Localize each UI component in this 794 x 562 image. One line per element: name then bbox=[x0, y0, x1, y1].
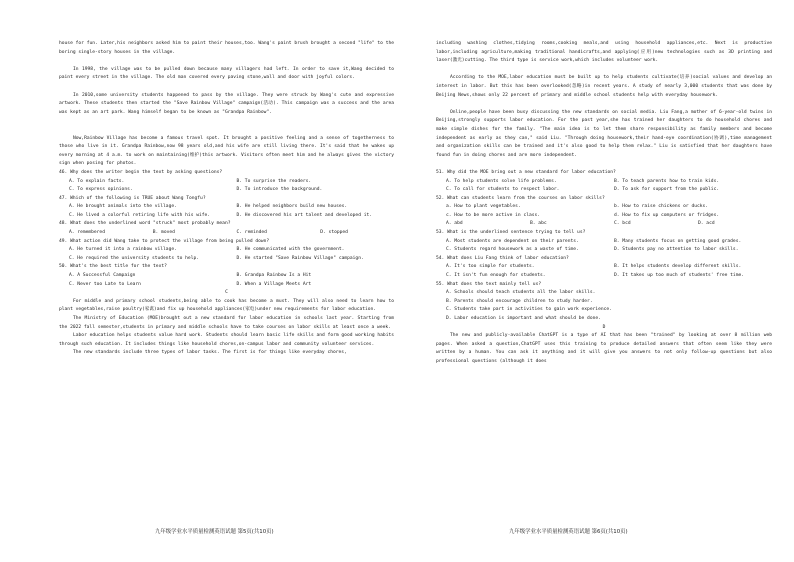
option: A. It's too simple for students. bbox=[446, 264, 535, 270]
option: D. He started "Save Rainbow Village" campaign. bbox=[236, 255, 364, 261]
option: A. He turned it into a rainbow village. bbox=[69, 247, 177, 253]
option: B. To teach parents how to train kids. bbox=[614, 178, 720, 184]
option: a. How to plant vegetables. bbox=[446, 204, 521, 210]
question-50: 50. What's the best title for the text? bbox=[59, 264, 167, 270]
question-53-options bbox=[436, 238, 772, 255]
question-55: 55. What does the text mainly tell us? bbox=[436, 281, 542, 287]
option: C. He lived a colorful retiring life with his wife. bbox=[69, 212, 211, 218]
option: A. To help students solve life problems. bbox=[446, 178, 557, 184]
question-47-options bbox=[59, 203, 394, 220]
option: B. He helped neighbors build new houses. bbox=[236, 204, 348, 210]
left-paragraph-2: In 1998, the village was to be pulled down because many villagers had left. In order to save it,Wang decided to paint every street in the village. The old man covered every paving stone,wall and door with joyful colors. bbox=[59, 66, 394, 81]
option: D. Labor education is important and what should be done. bbox=[446, 316, 601, 321]
option: D. It takes up too much of students' free time. bbox=[614, 273, 744, 279]
right-paragraph-1: including washing clothes,tidying rooms,cooking meals,and using household appliances,etc. Next is productive labor,including agriculture,making traditional handicrafts,and applying(应用)new technologies such as 3D printing and laser(激光)cutting. The third type is service work,which includes volunteer work. bbox=[436, 41, 772, 64]
option: A. He brought animals into the village. bbox=[69, 204, 177, 210]
question-48-options bbox=[59, 229, 394, 238]
question-46-options bbox=[59, 178, 394, 195]
option: C. It isn't fun enough for students. bbox=[446, 273, 546, 279]
option: B. abc bbox=[530, 221, 547, 227]
question-54-options bbox=[436, 263, 772, 280]
option: A. abd bbox=[446, 221, 463, 227]
question-47: 47. Which of the following is TRUE about Wang Tongfu? bbox=[59, 195, 206, 201]
question-51-options bbox=[436, 178, 772, 195]
left-paragraph-4: Now,Rainbow Village has become a famous travel spot. It brought a positive feeling and a sense of togetherness to those who live in it. Grandpa Rainbow,now 98 years old,and his wife are still living there. It's said that he wakes up every morning at 4 a.m. to work on maintaining(维护)this artwork. Visitors often meet him and he always gives the victory sign when posing for photos. bbox=[59, 135, 394, 167]
section-heading-c: C bbox=[225, 290, 228, 296]
section-heading-d: D bbox=[602, 324, 606, 330]
option: C. He required the university students to help. bbox=[69, 255, 199, 261]
option: C. Students regard housework as a waste of time. bbox=[446, 247, 579, 253]
option: C. To call for students to respect labor. bbox=[446, 187, 560, 193]
left-paragraph-8: The new standards include three types of labor tasks. The first is for things like everyday chores, bbox=[73, 350, 347, 356]
question-54: 54. What does Liu Fang think of labor education? bbox=[436, 255, 569, 261]
question-51: 51. Why did the MOE bring out a new standard for labor education? bbox=[436, 169, 616, 175]
right-paragraph-3: Online,people have been busy discussing the new standards on social media. Liu Fang,a mother of 6-year-old twins in Beijing,strongly supports labor education. For the past year,she has trained her daughters to do household chores and make simple dishes for the family. "The main idea is to let them share responsibility as family members and become independent as early as they can," said Liu. "Through doing housework,their hand-eye coordination(协调),time management and organization skills can be trained and it's also good to help them relax." Liu is satisfied that her daughters have found fun in doing chores and are more independent. bbox=[436, 109, 772, 158]
question-48: 48. What does the underlined word "struck" most probably mean? bbox=[59, 221, 231, 227]
option: C. To express opinions. bbox=[69, 187, 133, 193]
option: D. stopped bbox=[320, 230, 348, 236]
option: D. When a Village Meets Art bbox=[236, 281, 312, 287]
option: c. How to be more active in class. bbox=[446, 212, 541, 218]
option: b. How to raise chickens or ducks. bbox=[614, 204, 709, 210]
left-paragraph-3: In 2010,some university students happened to pass by the village. They were struck by Wang's cute and expressive artwork. These students then started the "Save Rainbow Village" campaign(活动). This campaign was a success and the area was kept as an art park. Wang himself began to be known as "Grandpa Rainbow". bbox=[59, 92, 394, 115]
option: D. To ask for support from the public. bbox=[614, 187, 720, 193]
option: A. Most students are dependent on their parents. bbox=[446, 238, 579, 244]
question-49: 49. What action did Wang take to protect the village from being pulled down? bbox=[59, 238, 270, 244]
page-footer-right: 九年级学业水平质量检测英语试题 第6页(共10页) bbox=[509, 529, 628, 535]
right-paragraph-4: The new and publicly-available ChatGPT is a type of AI that has been "trained" by looking at over 8 million web pages. When asked a question,ChatGPT uses this training to produce detailed answers that often seem like they were written by a human. You can ask it anything and it will give you answers to not only follow-up questions but also professional questions (although it does bbox=[436, 333, 772, 364]
left-paragraph-7: Labor education helps students value hard work. Students should learn basic life skills and form good working habits through such education. It includes things like household chores,on-campus labor and community volunteer services. bbox=[59, 333, 394, 347]
question-53: 53. What is the underlined sentence trying to tell us? bbox=[436, 230, 586, 236]
left-paragraph-1: house for fun. Later,his neighbors asked him to paint their houses,too. Wang's paint brush brought a second "life" to the boring single-story houses in the village. bbox=[59, 41, 394, 55]
left-paragraph-5: For middle and primary school students,being able to cook has become a must. They will also need to learn how to plant vegetables,raise poultry(家禽)and fix up household appliances(家电)under new requirements for labor education. bbox=[59, 298, 394, 313]
left-paragraph-6: The Ministry of Education (MOE)brought out a new standard for labor education in schools last year. Starting from the 2022 fall semester,students in primary and middle schools have to take courses on labor skills at least once a week. bbox=[59, 316, 394, 330]
option: B. Parents should encourage children to study harder. bbox=[446, 298, 593, 304]
option: B. It helps students develop different skills. bbox=[614, 264, 742, 270]
option: B. Grandpa Rainbow Is a Hit bbox=[236, 273, 312, 279]
option: B. He communicated with the government. bbox=[236, 247, 345, 253]
option: C. bcd bbox=[614, 221, 631, 227]
option: C. Students take part in activities to gain work experience. bbox=[446, 307, 612, 313]
right-column bbox=[436, 40, 772, 367]
question-46: 46. Why does the writer begin the text by asking questions? bbox=[59, 169, 223, 175]
right-paragraph-2: According to the MOE,labor education must be built up to help students cultivate(培养)social values and develop an interest in labor. But this has been overlooked(忽略)in recent years. A study of nearly 3,000 students that was done by Beijing News,shows only 22 percent of primary and middle school students help with everyday housework. bbox=[436, 75, 772, 98]
option: B. moved bbox=[152, 230, 175, 236]
option: C. Never too Late to Learn bbox=[69, 281, 141, 287]
option: A. To explain facts. bbox=[69, 178, 125, 184]
option: A. Schools should teach students all the labor skills. bbox=[446, 290, 596, 296]
option: A. A Successful Campaign bbox=[69, 273, 136, 279]
option: A. remembered bbox=[69, 230, 105, 236]
option: B. To surprise the readers. bbox=[236, 178, 312, 184]
page-footer-left: 九年级学业水平质量检测英语试题 第5页(共10页) bbox=[155, 529, 274, 535]
question-52-options bbox=[436, 220, 772, 229]
left-column bbox=[59, 40, 394, 358]
option: D. To introduce the background. bbox=[236, 187, 323, 193]
option: C. reminded bbox=[236, 230, 267, 236]
question-52-items bbox=[436, 203, 772, 220]
question-52: 52. What can students learn from the courses on labor skills? bbox=[436, 195, 605, 201]
question-50-options bbox=[59, 272, 394, 289]
option: d. How to fix up computers or fridges. bbox=[614, 212, 720, 218]
option: D. He discovered his art talent and developed it. bbox=[236, 212, 373, 218]
option: D. Students pay no attention to labor skills. bbox=[614, 247, 739, 253]
option: D. acd bbox=[698, 221, 715, 227]
question-49-options bbox=[59, 246, 394, 263]
option: B. Many students focus on getting good grades. bbox=[614, 238, 742, 244]
